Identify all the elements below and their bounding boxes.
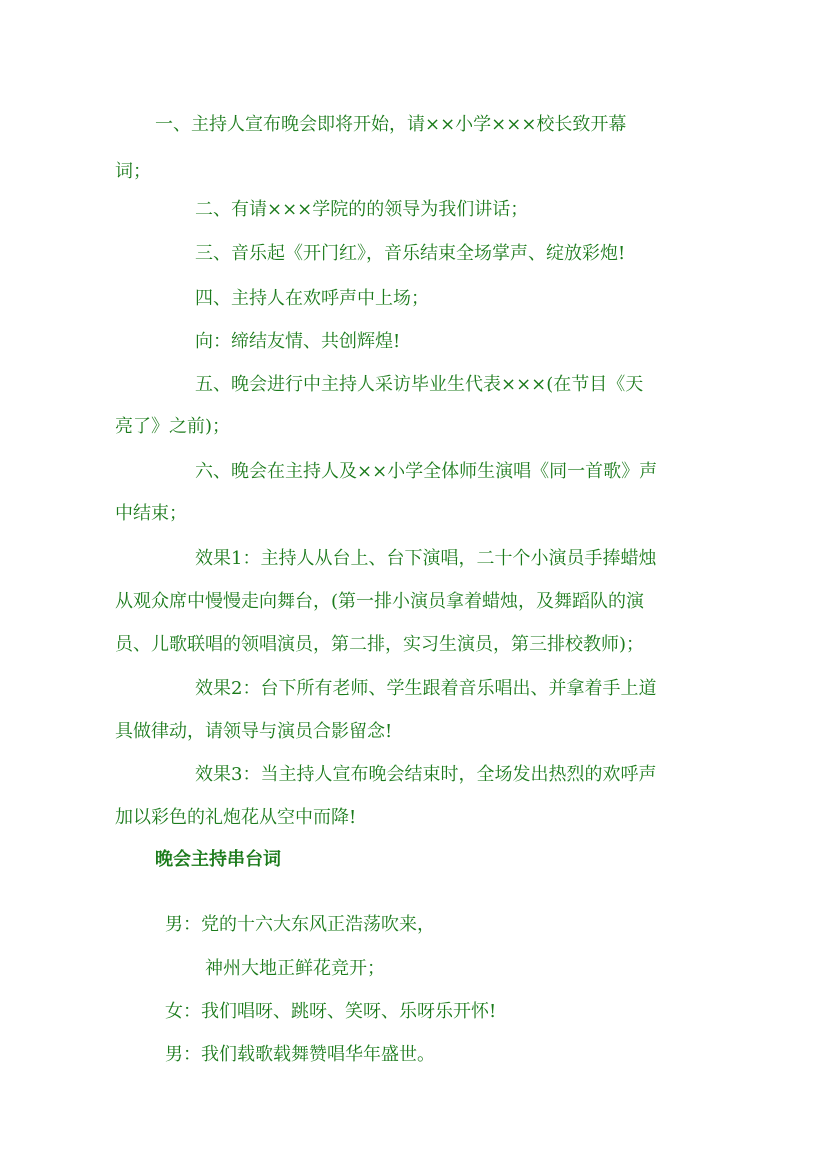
program-item-4: 四、主持人在欢呼声中上场；: [195, 288, 429, 309]
script-line-2: 神州大地正鲜花竞开；: [205, 958, 385, 979]
script-line-4: 男：我们载歌载舞赞唱华年盛世。: [165, 1044, 435, 1065]
script-line-1: 男：党的十六大东风正浩荡吹来，: [165, 914, 435, 935]
script-line-3: 女：我们唱呀、跳呀、笑呀、乐呀乐开怀!: [165, 1001, 497, 1022]
program-item-6-line-1: 五、晚会进行中主持人采访毕业生代表×××(在节目《天: [195, 374, 644, 395]
program-item-5: 向：缔结友情、共创辉煌!: [195, 331, 401, 352]
program-item-1-line-2: 词；: [115, 161, 151, 182]
program-item-3: 三、音乐起《开门红》，音乐结束全场掌声、绽放彩炮!: [195, 243, 626, 264]
effect-2-line-1: 效果2：台下所有老师、学生跟着音乐唱出、并拿着手上道: [195, 678, 657, 699]
effect-1-line-3: 员、儿歌联唱的领唱演员，第二排，实习生演员，第三排校教师)；: [115, 634, 645, 655]
effect-3-line-2: 加以彩色的礼炮花从空中而降!: [115, 807, 357, 828]
section-title: 晚会主持串台词: [155, 849, 281, 870]
program-item-6-line-2: 亮了》之前)；: [115, 416, 231, 437]
program-item-2: 二、有请×××学院的的领导为我们讲话；: [195, 199, 529, 220]
effect-1-line-2: 从观众席中慢慢走向舞台，(第一排小演员拿着蜡烛，及舞蹈队的演: [115, 591, 645, 612]
program-item-7-line-2: 中结束；: [115, 503, 187, 524]
effect-1-line-1: 效果1：主持人从台上、台下演唱，二十个小演员手捧蜡烛: [195, 548, 657, 569]
effect-3-line-1: 效果3：当主持人宣布晚会结束时，全场发出热烈的欢呼声: [195, 764, 657, 785]
effect-2-line-2: 具做律动，请领导与演员合影留念!: [115, 721, 393, 742]
program-item-7-line-1: 六、晚会在主持人及××小学全体师生演唱《同一首歌》声: [195, 461, 658, 482]
program-item-1-line-1: 一、主持人宣布晚会即将开始，请××小学×××校长致开幕: [155, 114, 627, 135]
